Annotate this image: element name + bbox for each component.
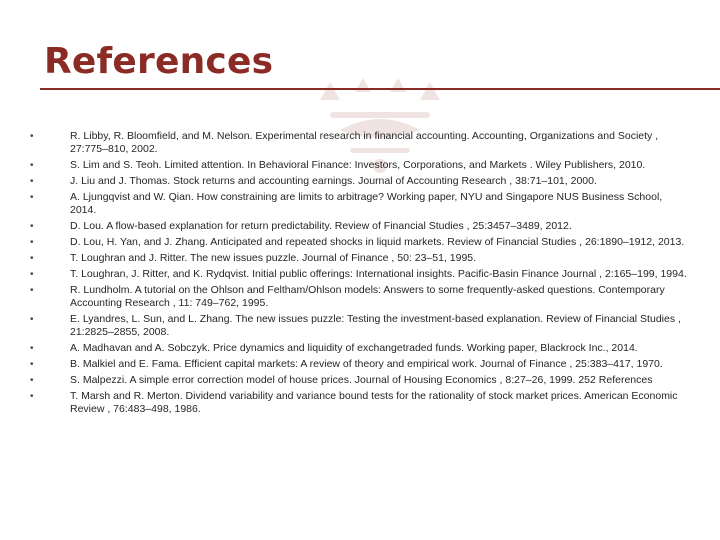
reference-text: E. Lyandres, L. Sun, and L. Zhang. The new issues puzzle: Testing the investment-based explanation. Review of Financial Studies , 21:2825–2855, 2008. [70, 313, 681, 338]
bullet-icon: • [30, 375, 34, 386]
reference-item [28, 175, 688, 188]
bullet-icon: • [30, 285, 34, 296]
bullet-icon: • [30, 269, 34, 280]
reference-text: A. Madhavan and A. Sobczyk. Price dynamics and liquidity of exchangetraded funds. Working paper, Blackrock Inc., 2014. [70, 342, 638, 354]
bullet-icon: • [30, 359, 34, 370]
reference-item [28, 252, 688, 265]
reference-list [28, 130, 688, 419]
reference-item [28, 313, 688, 339]
reference-item [28, 236, 688, 249]
bullet-icon: • [30, 343, 34, 354]
reference-text: D. Lou. A flow-based explanation for return predictability. Review of Financial Studies , 25:3457–3489, 2012. [70, 220, 572, 232]
reference-text: S. Lim and S. Teoh. Limited attention. In Behavioral Finance: Investors, Corporations, and Markets . Wiley Publishers, 2010. [70, 159, 646, 171]
reference-item [28, 220, 688, 233]
reference-text: S. Malpezzi. A simple error correction model of house prices. Journal of Housing Economics , 8:27–26, 1999. 252 References [70, 374, 653, 386]
reference-text: R. Libby, R. Bloomfield, and M. Nelson. Experimental research in financial accounting. Accounting, Organizations and Society , 27:775–810, 2002. [70, 130, 659, 155]
reference-item [28, 191, 688, 217]
bullet-icon: • [30, 391, 34, 402]
reference-text: T. Marsh and R. Merton. Dividend variability and variance bound tests for the rationality of stock market prices. American Economic Review , 76:483–498, 1986. [70, 390, 678, 415]
reference-text: A. Ljungqvist and W. Qian. How constraining are limits to arbitrage? Working paper, NYU and Singapore NUS Business School, 2014. [70, 191, 663, 216]
page-title: References [44, 41, 274, 82]
bullet-icon: • [30, 160, 34, 171]
reference-item [28, 268, 688, 281]
bullet-icon: • [30, 131, 34, 142]
bullet-icon: • [30, 314, 34, 325]
reference-item [28, 284, 688, 310]
title-divider [40, 88, 720, 90]
bullet-icon: • [30, 221, 34, 232]
reference-text: D. Lou, H. Yan, and J. Zhang. Anticipated and repeated shocks in liquid markets. Review of Financial Studies , 26:1890–1912, 2013. [70, 236, 685, 248]
reference-item [28, 358, 688, 371]
bullet-icon: • [30, 176, 34, 187]
reference-text: B. Malkiel and E. Fama. Efficient capital markets: A review of theory and empirical work. Journal of Finance , 25:383–417, 1970. [70, 358, 663, 370]
reference-item [28, 130, 688, 156]
reference-item [28, 342, 688, 355]
bullet-icon: • [30, 253, 34, 264]
reference-text: T. Loughran, J. Ritter, and K. Rydqvist. Initial public offerings: International insights. Pacific-Basin Finance Journal , 2:165–199, 1994. [70, 268, 687, 280]
bullet-icon: • [30, 192, 34, 203]
reference-item [28, 390, 688, 416]
reference-text: R. Lundholm. A tutorial on the Ohlson and Feltham/Ohlson models: Answers to some frequently-asked questions. Contemporary Accounting Research , 11: 749–762, 1995. [70, 284, 665, 309]
reference-item [28, 374, 688, 387]
bullet-icon: • [30, 237, 34, 248]
reference-item [28, 159, 688, 172]
reference-text: T. Loughran and J. Ritter. The new issues puzzle. Journal of Finance , 50: 23–51, 1995. [70, 252, 477, 264]
reference-text: J. Liu and J. Thomas. Stock returns and accounting earnings. Journal of Accounting Research , 38:71–101, 2000. [70, 175, 597, 187]
